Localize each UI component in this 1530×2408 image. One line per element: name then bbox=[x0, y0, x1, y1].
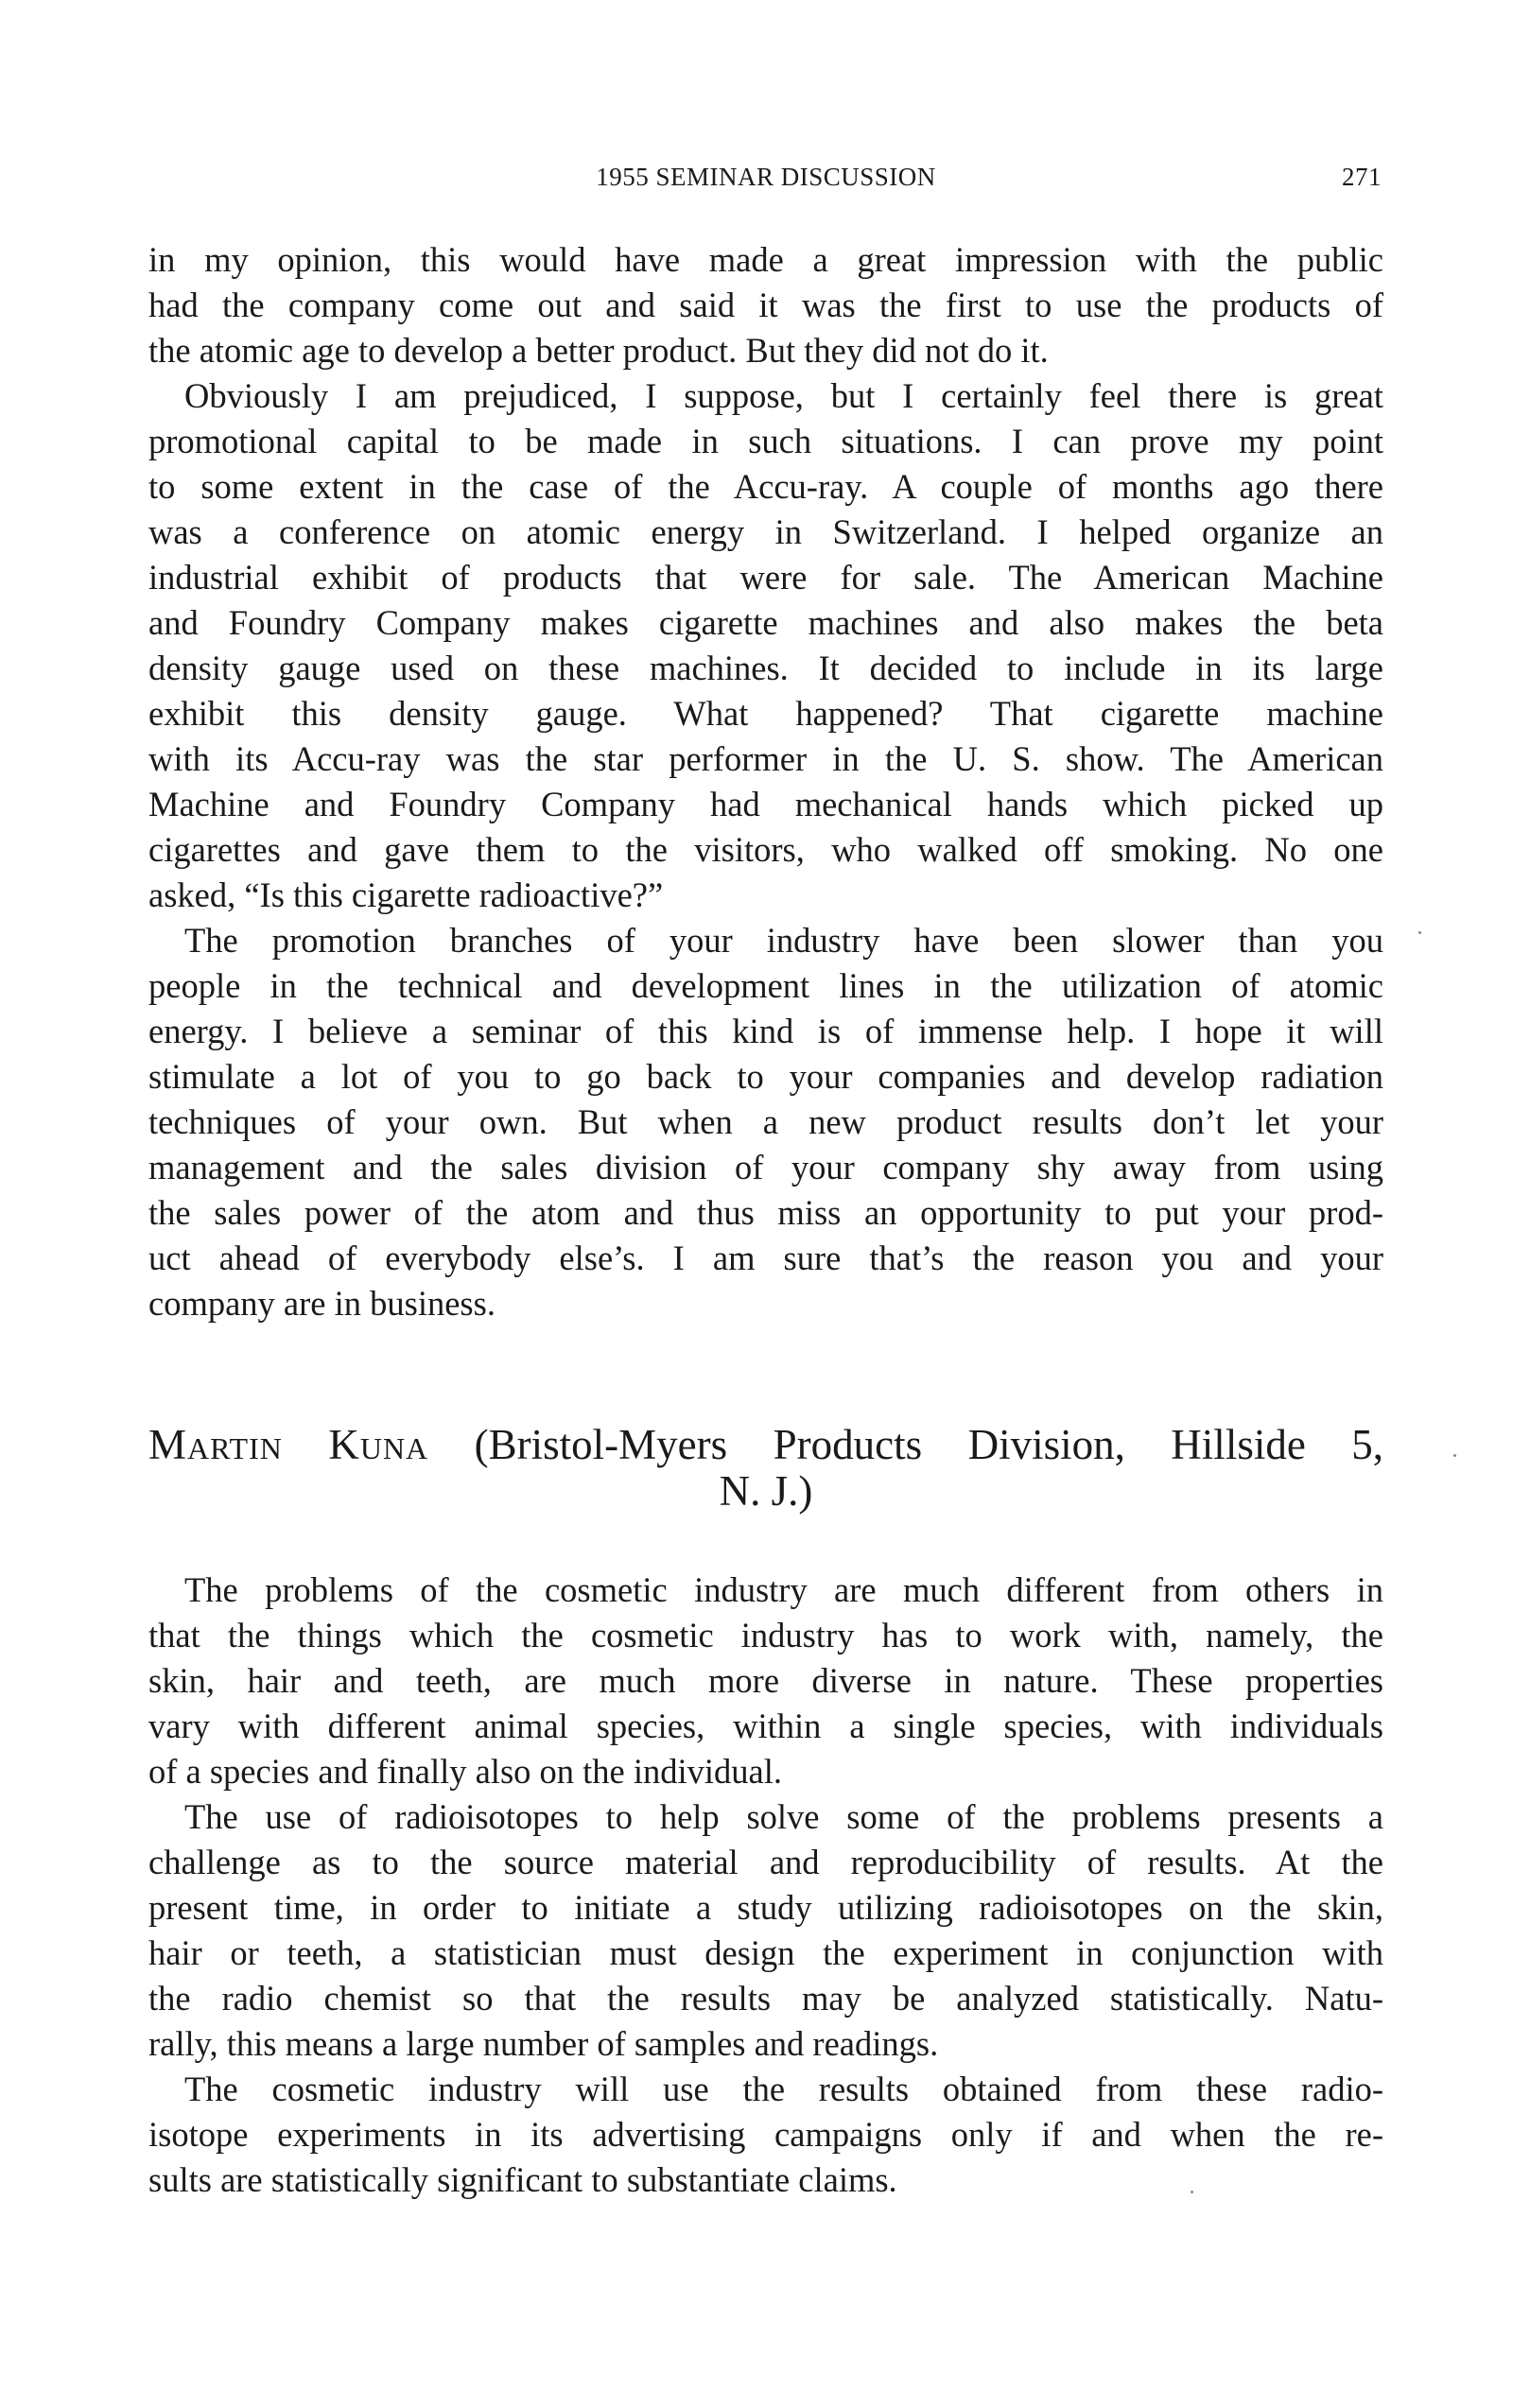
text-line: sults are statistically significant to substantiate claims. bbox=[148, 2160, 897, 2199]
text-line: The promotion branches of your industry have been slower than you bbox=[184, 921, 1383, 960]
speaker-last-name: Kuna bbox=[328, 1421, 429, 1468]
text-line: techniques of your own. But when a new product results don’t let your bbox=[148, 1102, 1383, 1141]
speaker-heading-line-2: N. J.) bbox=[719, 1467, 813, 1515]
text-line: that the things which the cosmetic industry has to work with, namely, the bbox=[148, 1616, 1383, 1654]
text-line: present time, in order to initiate a study utilizing radioisotopes on the skin, bbox=[148, 1888, 1383, 1927]
text-line: with its Accu-ray was the star performer in the U. S. show. The American bbox=[148, 739, 1383, 778]
section2-paragraph-2 bbox=[148, 1794, 1383, 2067]
text-line: in my opinion, this would have made a great impression with the public bbox=[148, 240, 1383, 279]
text-line: the sales power of the atom and thus miss an opportunity to put your prod- bbox=[148, 1193, 1383, 1232]
text-line: management and the sales division of your company shy away from using bbox=[148, 1148, 1383, 1187]
text-line: had the company come out and said it was the first to use the products of bbox=[148, 286, 1383, 324]
text-line: to some extent in the case of the Accu-ray. A couple of months ago there bbox=[148, 467, 1383, 506]
text-line: Machine and Foundry Company had mechanical hands which picked up bbox=[148, 785, 1383, 823]
text-line: hair or teeth, a statistician must design the experiment in conjunction with bbox=[148, 1933, 1383, 1972]
text-line: vary with different animal species, within a single species, with individuals bbox=[148, 1706, 1383, 1745]
text-line: The problems of the cosmetic industry are much different from others in bbox=[184, 1570, 1383, 1609]
text-line: the atomic age to develop a better product. But they did not do it. bbox=[148, 331, 1049, 370]
text-line: was a conference on atomic energy in Switzerland. I helped organize an bbox=[148, 512, 1383, 551]
page-number: 271 bbox=[1342, 163, 1382, 191]
text-line: exhibit this density gauge. What happened? That cigarette machine bbox=[148, 694, 1383, 733]
speaker-heading bbox=[148, 1422, 1383, 1515]
text-line: the radio chemist so that the results may be analyzed statistically. Natu- bbox=[148, 1979, 1383, 2018]
running-head-title: 1955 SEMINAR DISCUSSION bbox=[596, 163, 936, 191]
text-line: industrial exhibit of products that were for sale. The American Machine bbox=[148, 558, 1383, 597]
speaker-affiliation: (Bristol-Myers Products Division, Hillside 5, bbox=[474, 1421, 1384, 1468]
section1-paragraph-3 bbox=[148, 918, 1383, 1326]
text-line: stimulate a lot of you to go back to your companies and develop radiation bbox=[148, 1057, 1383, 1096]
section2-paragraph-3 bbox=[148, 2067, 1383, 2203]
speaker-heading-line-1 bbox=[148, 1422, 1383, 1468]
text-line: density gauge used on these machines. It decided to include in its large bbox=[148, 649, 1383, 687]
text-line: company are in business. bbox=[148, 1284, 496, 1323]
text-line: The use of radioisotopes to help solve some of the problems presents a bbox=[184, 1797, 1383, 1836]
speaker-first-name: Martin bbox=[148, 1421, 283, 1468]
text-line: of a species and finally also on the individual. bbox=[148, 1752, 783, 1791]
text-line: energy. I believe a seminar of this kind is of immense help. I hope it will bbox=[148, 1012, 1383, 1050]
text-line: Obviously I am prejudiced, I suppose, but I certainly feel there is great bbox=[184, 376, 1383, 415]
text-line: uct ahead of everybody else’s. I am sure that’s the reason you and your bbox=[148, 1239, 1383, 1277]
scan-speck bbox=[1453, 1454, 1456, 1457]
text-line: promotional capital to be made in such situations. I can prove my point bbox=[148, 422, 1383, 460]
running-head bbox=[148, 157, 1383, 197]
section1-paragraph-1 bbox=[148, 237, 1383, 373]
section2-paragraph-1 bbox=[148, 1568, 1383, 1794]
text-line: isotope experiments in its advertising campaigns only if and when the re- bbox=[148, 2115, 1383, 2154]
text-line: people in the technical and development lines in the utilization of atomic bbox=[148, 966, 1383, 1005]
scan-speck bbox=[1418, 931, 1421, 934]
text-line: The cosmetic industry will use the results obtained from these radio- bbox=[184, 2070, 1383, 2108]
text-line: and Foundry Company makes cigarette machines and also makes the beta bbox=[148, 603, 1383, 642]
text-line: challenge as to the source material and reproducibility of results. At the bbox=[148, 1843, 1383, 1881]
section1-paragraph-2 bbox=[148, 373, 1383, 918]
text-line: asked, “Is this cigarette radioactive?” bbox=[148, 875, 664, 914]
text-line: rally, this means a large number of samples and readings. bbox=[148, 2024, 939, 2063]
text-line: skin, hair and teeth, are much more diverse in nature. These properties bbox=[148, 1661, 1383, 1700]
text-line: cigarettes and gave them to the visitors, who walked off smoking. No one bbox=[148, 830, 1383, 869]
scan-speck bbox=[1191, 2191, 1193, 2193]
